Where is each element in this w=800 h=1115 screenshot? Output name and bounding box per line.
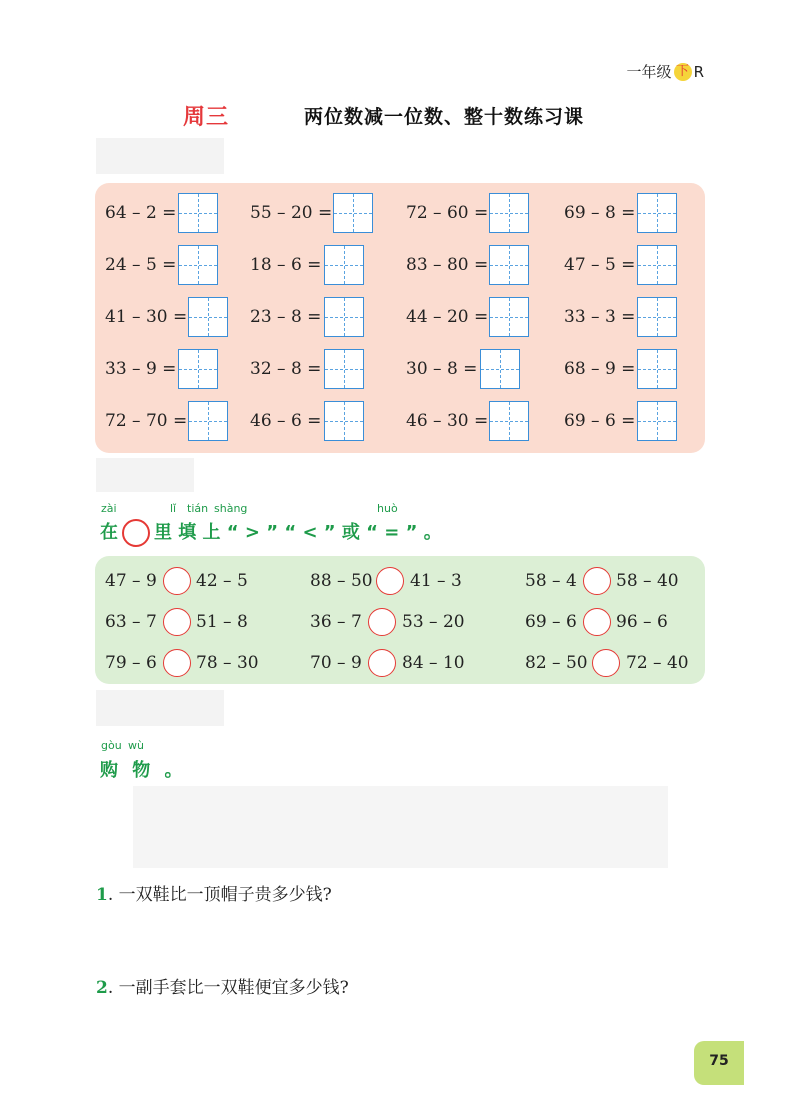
compare-circle[interactable] (163, 608, 191, 636)
answer-box[interactable] (178, 245, 218, 285)
right-expression: 41 – 3 (410, 571, 462, 591)
volume-badge: 下 (674, 63, 692, 81)
page-title-row (0, 100, 800, 130)
equation: 33 – 9 = (105, 359, 177, 379)
pinyin: gòu (101, 739, 122, 752)
left-expression: 63 – 7 (105, 612, 157, 632)
day-label: 周三 (183, 105, 230, 130)
compare-circle[interactable] (163, 649, 191, 677)
left-expression: 58 – 4 (525, 571, 577, 591)
compare-circle[interactable] (163, 567, 191, 595)
answer-box[interactable] (637, 297, 677, 337)
compare-circle[interactable] (368, 649, 396, 677)
grade-label (627, 61, 704, 82)
compare-circle[interactable] (368, 608, 396, 636)
answer-box[interactable] (489, 245, 529, 285)
right-expression: 58 – 40 (616, 571, 679, 591)
equation: 41 – 30 = (105, 307, 188, 327)
answer-box[interactable] (324, 401, 364, 441)
instruction-post: 里 填 上 “ > ” “ < ” 或 “ = ” 。 (154, 522, 442, 543)
equation: 24 – 5 = (105, 255, 177, 275)
left-expression: 47 – 9 (105, 571, 157, 591)
equation: 44 – 20 = (406, 307, 489, 327)
answer-box[interactable] (324, 245, 364, 285)
left-expression: 82 – 50 (525, 653, 588, 673)
comparison-instruction (100, 518, 442, 547)
question-text: . 一副手套比一双鞋便宜多少钱? (107, 978, 349, 998)
answer-box[interactable] (324, 349, 364, 389)
pinyin: lǐ (170, 502, 177, 515)
pinyin: wù (128, 739, 144, 752)
compare-circle[interactable] (376, 567, 404, 595)
answer-box[interactable] (188, 401, 228, 441)
answer-box[interactable] (489, 193, 529, 233)
pinyin: tián (187, 502, 209, 515)
equation: 83 – 80 = (406, 255, 489, 275)
answer-box[interactable] (637, 245, 677, 285)
answer-box[interactable] (333, 193, 373, 233)
right-expression: 42 – 5 (196, 571, 248, 591)
right-expression: 53 – 20 (402, 612, 465, 632)
page-title: 两位数减一位数、整十数练习课 (304, 106, 585, 128)
answer-box[interactable] (637, 401, 677, 441)
left-expression: 69 – 6 (525, 612, 577, 632)
right-expression: 96 – 6 (616, 612, 668, 632)
equation: 64 – 2 = (105, 203, 177, 223)
answer-box[interactable] (178, 193, 218, 233)
pinyin: zài (101, 502, 117, 515)
equation: 68 – 9 = (564, 359, 636, 379)
comparison-panel (95, 556, 705, 684)
right-expression: 78 – 30 (196, 653, 259, 673)
grade-text: 一年级 (626, 63, 672, 81)
answer-box[interactable] (489, 297, 529, 337)
equation: 18 – 6 = (250, 255, 322, 275)
answer-box[interactable] (489, 401, 529, 441)
right-expression: 84 – 10 (402, 653, 465, 673)
shopping-label: 购 物 。 (100, 760, 187, 781)
equation: 69 – 6 = (564, 411, 636, 431)
equation: 30 – 8 = (406, 359, 478, 379)
question-2 (96, 973, 349, 998)
subtraction-panel (95, 183, 705, 453)
equation: 55 – 20 = (250, 203, 333, 223)
equation: 47 – 5 = (564, 255, 636, 275)
left-expression: 36 – 7 (310, 612, 362, 632)
answer-box[interactable] (178, 349, 218, 389)
edition-text: R (693, 62, 704, 81)
equation: 23 – 8 = (250, 307, 322, 327)
compare-circle[interactable] (592, 649, 620, 677)
compare-circle[interactable] (583, 608, 611, 636)
answer-box[interactable] (324, 297, 364, 337)
section-header-placeholder (96, 458, 194, 492)
right-expression: 51 – 8 (196, 612, 248, 632)
equation: 72 – 70 = (105, 411, 188, 431)
question-text: . 一双鞋比一顶帽子贵多少钱? (107, 885, 332, 905)
equation: 46 – 6 = (250, 411, 322, 431)
answer-box[interactable] (637, 193, 677, 233)
red-circle-icon (122, 519, 150, 547)
answer-box[interactable] (480, 349, 520, 389)
section-header-placeholder (96, 690, 224, 726)
left-expression: 70 – 9 (310, 653, 362, 673)
right-expression: 72 – 40 (626, 653, 689, 673)
shopping-image-placeholder (133, 786, 668, 868)
equation: 72 – 60 = (406, 203, 489, 223)
section-header-placeholder (96, 138, 224, 174)
question-number: 1 (96, 885, 108, 905)
pinyin: shàng (214, 502, 248, 515)
equation: 32 – 8 = (250, 359, 322, 379)
left-expression: 79 – 6 (105, 653, 157, 673)
equation: 46 – 30 = (406, 411, 489, 431)
page-number: 75 (694, 1041, 744, 1085)
instruction-pre: 在 (100, 522, 118, 543)
question-1 (96, 880, 332, 905)
answer-box[interactable] (637, 349, 677, 389)
left-expression: 88 – 50 (310, 571, 373, 591)
question-number: 2 (96, 978, 108, 998)
pinyin: huò (377, 502, 398, 515)
answer-box[interactable] (188, 297, 228, 337)
equation: 69 – 8 = (564, 203, 636, 223)
equation: 33 – 3 = (564, 307, 636, 327)
compare-circle[interactable] (583, 567, 611, 595)
